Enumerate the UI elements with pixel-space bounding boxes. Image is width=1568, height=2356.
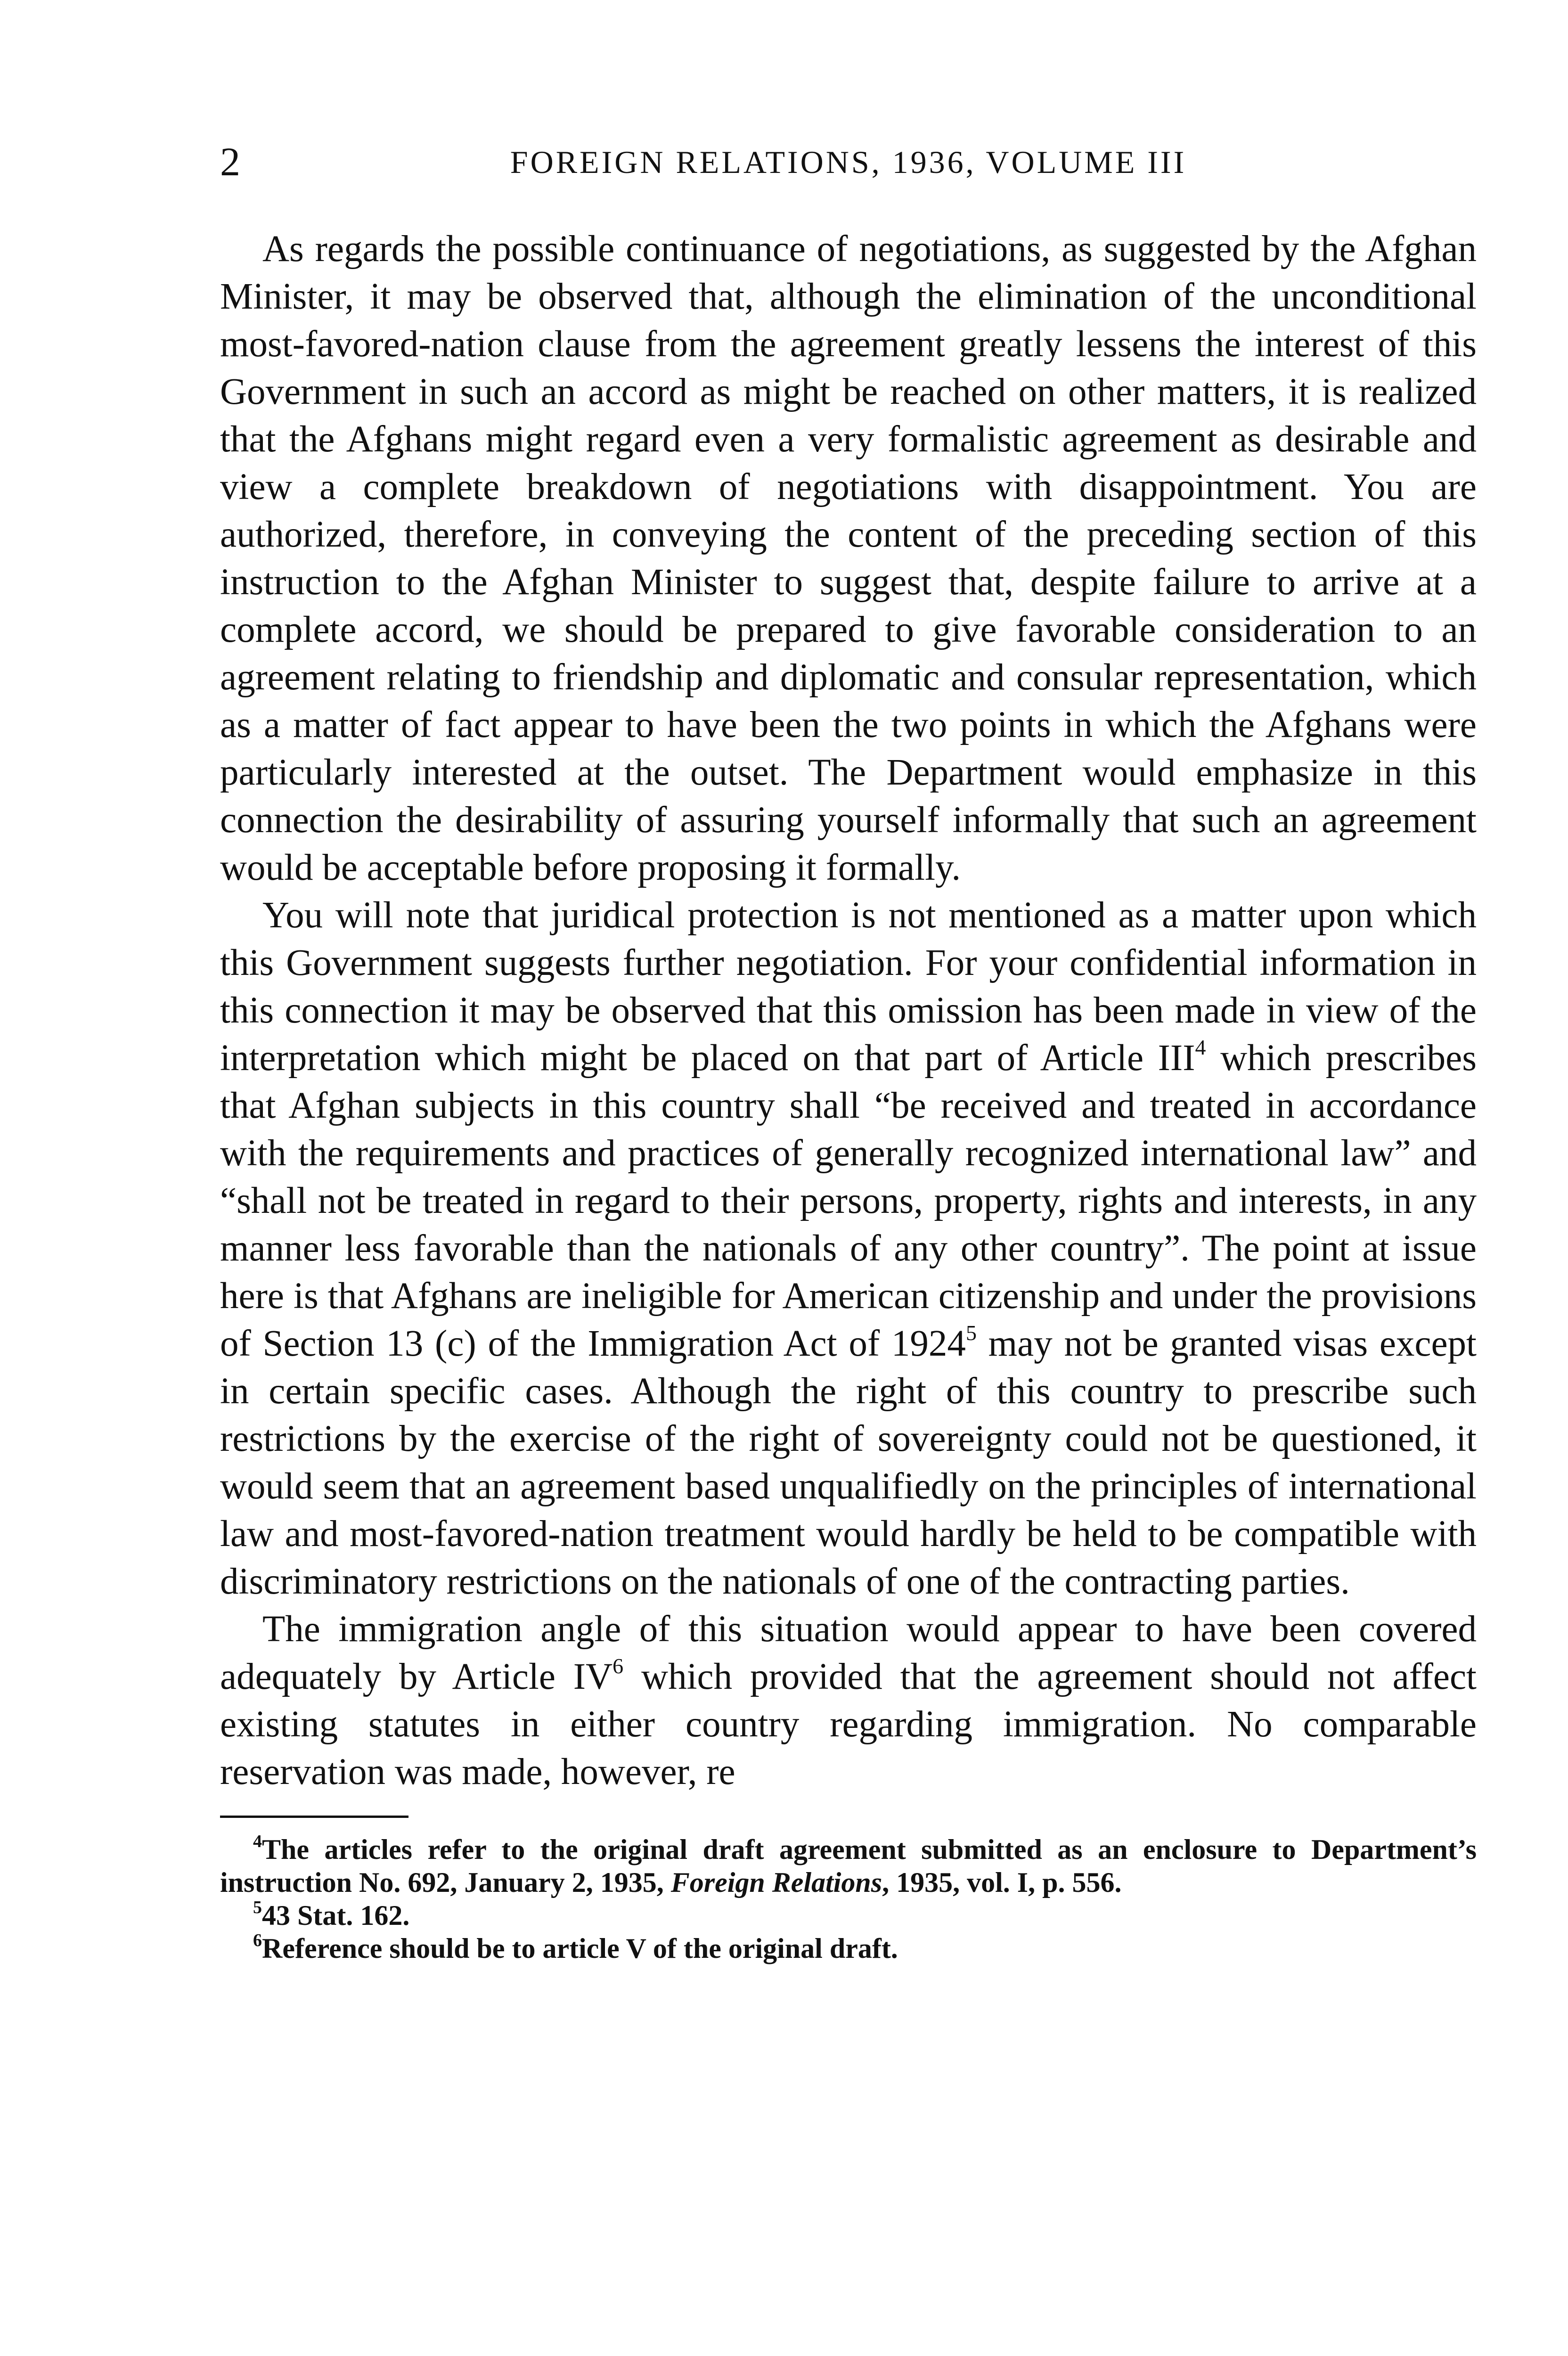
- footnote-ref-5: 5: [965, 1320, 977, 1345]
- page-header: [220, 141, 1477, 198]
- paragraph-3-text-a: The immigration angle of this situation would appear to have been covered adequately by Article IV: [220, 1609, 1477, 1697]
- paragraph-2-text-c: may not be granted visas except in certain specific cases. Although the right of this country to prescribe such restrictions by the exercise of the right of sovereignty could not be questioned, it would seem that an agreement based unqualifiedly on the principles of international law and most-favored-nation treatment would hardly be held to be compatible with discriminatory restrictions on the nationals of one of the contracting parties.: [220, 1323, 1477, 1602]
- paragraph-2: [220, 892, 1477, 1605]
- footnotes: [220, 1833, 1477, 1965]
- footnote-4: [220, 1833, 1477, 1899]
- footnote-mark-5: 5: [253, 1898, 262, 1917]
- footnote-mark-4: 4: [253, 1832, 262, 1851]
- paragraph-3: [220, 1605, 1477, 1796]
- footnote-ref-6: 6: [612, 1653, 624, 1678]
- footnote-mark-6: 6: [253, 1931, 262, 1950]
- footnote-ref-4: 4: [1195, 1035, 1206, 1059]
- footnote-4-text-b: , 1935, vol. I, p. 556.: [882, 1867, 1122, 1898]
- footnote-5: [220, 1899, 1477, 1932]
- paragraph-1: As regards the possible continuance of negotiations, as suggested by the Afghan Minister, it may be observed that, although the elimination of the unconditional most-favored-nation clause from the agreement greatly lessens the interest of this Government in such an accord as might be reached on other matters, it is realized that the Afghans might regard even a very formalistic agreement as desirable and view a complete breakdown of negotiations with disappointment. You are authorized, therefore, in conveying the content of the preceding section of this instruction to the Afghan Minister to suggest that, despite failure to arrive at a complete accord, we should be prepared to give favorable consideration to an agreement relating to friendship and diplomatic and consular representation, which as a matter of fact appear to have been the two points in which the Afghans were particularly interested at the outset. The Department would emphasize in this connection the desirability of assuring yourself informally that such an agreement would be acceptable before proposing it formally.: [220, 229, 1477, 888]
- running-head: FOREIGN RELATIONS, 1936, VOLUME III: [510, 144, 1187, 180]
- paragraph-3-text-b: which provided that the agreement should not affect existing statutes in either country regarding immigration. No comparable reservation was made, however, re: [220, 1656, 1477, 1792]
- footnote-6-text: Reference should be to article V of the original draft.: [262, 1933, 898, 1964]
- body-text: [220, 225, 1477, 1796]
- footnote-6: [220, 1932, 1477, 1965]
- footnote-4-title: Foreign Relations: [670, 1867, 882, 1898]
- document-page: [220, 141, 1477, 1965]
- footnote-5-text: 43 Stat. 162.: [262, 1900, 410, 1931]
- page-number: 2: [220, 139, 240, 184]
- footnote-divider: [220, 1816, 408, 1818]
- footnote-4-text-a: The articles refer to the original draft agreement submitted as an enclosure to Department’s instruction No. 692, January 2, 1935,: [220, 1834, 1477, 1898]
- paragraph-2-text-a: You will note that juridical protection is not mentioned as a matter upon which this Government suggests further negotiation. For your confidential information in this connection it may be observed that this omission has been made in view of the interpretation which might be placed on that part of Article III: [220, 895, 1477, 1079]
- paragraph-2-text-b: which prescribes that Afghan subjects in this country shall “be received and treated in accordance with the requirements and practices of generally recognized international law” and “shall not be treated in regard to their persons, property, rights and interests, in any manner less favorable than the nationals of any other country”. The point at issue here is that Afghans are ineligible for American citizenship and under the provisions of Section 13 (c) of the Immigration Act of 1924: [220, 1038, 1477, 1364]
